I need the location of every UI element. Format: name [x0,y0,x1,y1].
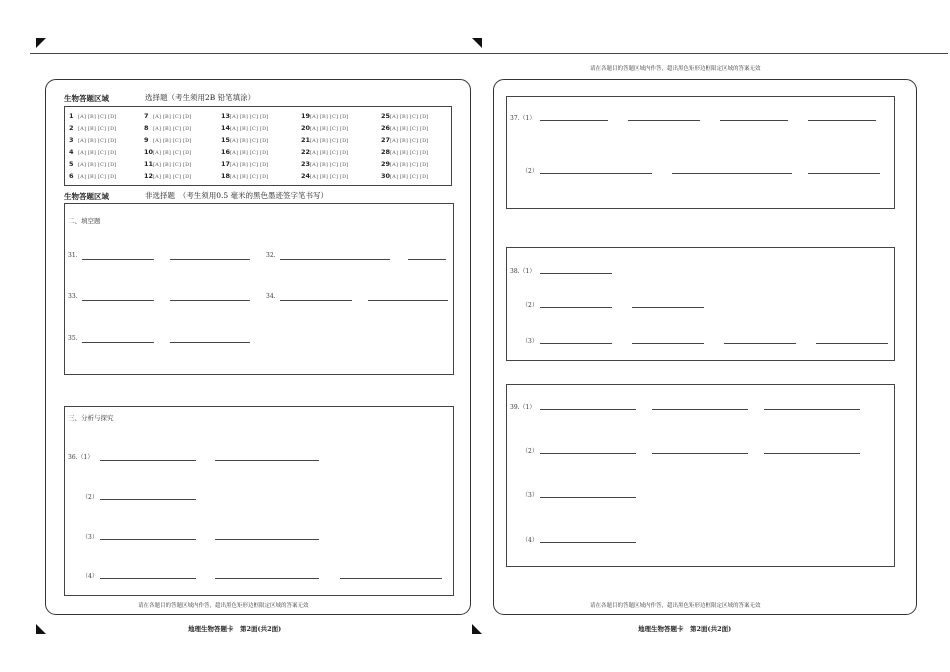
fill-in-title: 二、填空题 [68,217,101,225]
choice-question-14[interactable] [221,124,269,132]
q33-line-1[interactable] [82,300,154,301]
choice-question-2[interactable] [69,124,117,132]
choice-options[interactable]: [A] [B] [C] [D] [230,126,269,132]
q38-2-label: （2） [522,302,538,309]
choice-question-12[interactable] [144,172,192,180]
choice-options[interactable]: [A] [B] [C] [D] [310,126,349,132]
q39-4-line-1[interactable] [540,542,636,543]
choice-question-number: 29 [381,160,391,168]
choice-question-number: 9 [144,136,149,144]
choice-question-11[interactable] [144,160,192,168]
choice-question-17[interactable] [221,160,269,168]
q33-label: 33. [68,293,78,300]
q37-1-line-2[interactable] [628,120,700,121]
choice-answer-grid [64,106,452,186]
q34-line-1[interactable] [280,300,352,301]
bio-area-label-2: 生物答题区域 [64,192,109,201]
choice-options[interactable]: [A] [B] [C] [D] [78,150,117,156]
choice-question-number: 2 [69,124,74,132]
choice-question-22[interactable] [301,148,349,156]
choice-question-number: 17 [221,160,231,168]
right-bottom-note: 请在各题目的答题区域内作答，超出黑色矩形边框限定区域的答案无效 [590,603,761,609]
corner-marker-top-left [36,38,46,48]
choice-options[interactable]: [A] [B] [C] [D] [230,174,269,180]
choice-options[interactable]: [A] [B] [C] [D] [153,114,192,120]
q39-3-label: （3） [522,492,538,499]
q39-3-line-1[interactable] [540,497,636,498]
q39-1-label: 39.（1） [510,404,536,411]
top-rule [30,53,948,54]
q36-3-label: （3） [82,534,98,541]
choice-options[interactable]: [A] [B] [C] [D] [390,126,429,132]
choice-options[interactable]: [A] [B] [C] [D] [78,126,117,132]
q31-label: 31. [68,252,78,259]
q39-1-line-1[interactable] [540,409,636,410]
choice-question-10[interactable] [144,148,192,156]
choice-options[interactable]: [A] [B] [C] [D] [230,138,269,144]
left-bottom-note: 请在各题目的答题区域内作答，超出黑色矩形边框限定区域的答案无效 [138,603,309,609]
choice-question-19[interactable] [301,112,349,120]
q36-1-label: 36.（1） [68,454,94,461]
corner-marker-bottom-middle [472,624,482,634]
left-footer: 地理生物答题卡 第2面(共2面) [188,625,282,633]
choice-question-27[interactable] [381,136,429,144]
choice-question-number: 23 [301,160,311,168]
choice-question-28[interactable] [381,148,429,156]
choice-options[interactable]: [A] [B] [C] [D] [390,174,429,180]
choice-question-number: 27 [381,136,391,144]
choice-question-number: 20 [301,124,311,132]
choice-question-8[interactable] [144,124,192,132]
choice-question-number: 22 [301,148,311,156]
q37-1-line-3[interactable] [720,120,788,121]
q37-1-line-4[interactable] [808,120,876,121]
q37-1-line-1[interactable] [540,120,608,121]
choice-question-number: 30 [381,172,391,180]
choice-question-26[interactable] [381,124,429,132]
choice-options[interactable]: [A] [B] [C] [D] [230,162,269,168]
choice-question-15[interactable] [221,136,269,144]
q38-3-line-2[interactable] [632,343,704,344]
q39-box [506,384,895,567]
q37-2-line-3[interactable] [808,173,880,174]
choice-options[interactable]: [A] [B] [C] [D] [390,114,429,120]
choice-question-number: 19 [301,112,311,120]
choice-question-number: 13 [221,112,231,120]
q34-label: 34. [266,293,276,300]
choice-options[interactable]: [A] [B] [C] [D] [153,126,192,132]
choice-question-29[interactable] [381,160,429,168]
choice-options[interactable]: [A] [B] [C] [D] [78,138,117,144]
choice-question-13[interactable] [221,112,269,120]
nonchoice-title: 非选择题 （考生须用0.5 毫米的黑色墨迹签字笔书写） [145,191,329,200]
q31-line-1[interactable] [82,259,154,260]
choice-question-number: 14 [221,124,231,132]
choice-options[interactable]: [A] [B] [C] [D] [390,138,429,144]
q36-4-line-1[interactable] [100,578,196,579]
q36-3-line-2[interactable] [215,539,319,540]
choice-question-number: 21 [301,136,311,144]
q32-line-1[interactable] [280,259,390,260]
choice-question-number: 26 [381,124,391,132]
right-footer: 地理生物答题卡 第2面(共2面) [638,625,732,633]
q36-2-line-1[interactable] [100,499,196,500]
choice-question-number: 24 [301,172,311,180]
choice-options[interactable]: [A] [B] [C] [D] [230,114,269,120]
q39-1-line-3[interactable] [764,409,860,410]
choice-question-20[interactable] [301,124,349,132]
right-top-note: 请在各题目的答题区域内作答，超出黑色矩形边框限定区域的答案无效 [590,66,761,72]
bio-area-label: 生物答题区域 [64,94,109,103]
q33-line-2[interactable] [170,300,250,301]
choice-question-number: 10 [144,148,154,156]
choice-options[interactable]: [A] [B] [C] [D] [153,138,192,144]
q32-line-2[interactable] [408,259,446,260]
choice-options[interactable]: [A] [B] [C] [D] [390,150,429,156]
q31-line-2[interactable] [170,259,250,260]
q37-2-line-2[interactable] [672,173,792,174]
choice-question-24[interactable] [301,172,349,180]
choice-question-25[interactable] [381,112,429,120]
choice-question-number: 15 [221,136,231,144]
q38-3-line-1[interactable] [540,343,612,344]
q37-2-line-1[interactable] [540,173,652,174]
q39-1-line-2[interactable] [652,409,748,410]
choice-question-number: 5 [69,160,74,168]
choice-options[interactable]: [A] [B] [C] [D] [230,150,269,156]
q38-1-label: 38.（1） [510,268,536,275]
q35-label: 35. [68,335,78,342]
choice-question-number: 16 [221,148,231,156]
choice-question-30[interactable] [381,172,429,180]
choice-options[interactable]: [A] [B] [C] [D] [310,114,349,120]
q39-2-label: （2） [522,448,538,455]
q38-3-line-4[interactable] [816,343,888,344]
choice-question-5[interactable] [69,160,117,168]
choice-options[interactable]: [A] [B] [C] [D] [78,114,117,120]
choice-question-number: 12 [144,172,154,180]
choice-options[interactable]: [A] [B] [C] [D] [310,162,349,168]
q37-1-label: 37.（1） [510,115,536,122]
choice-question-number: 3 [69,136,74,144]
choice-options[interactable]: [A] [B] [C] [D] [78,174,117,180]
q38-2-line-2[interactable] [632,307,704,308]
choice-question-6[interactable] [69,172,117,180]
q36-1-line-1[interactable] [100,460,196,461]
corner-marker-bottom-left [36,624,46,634]
analysis-box [64,406,454,596]
q36-1-line-2[interactable] [215,460,319,461]
q38-1-line-1[interactable] [540,273,612,274]
q35-line-1[interactable] [82,342,154,343]
q39-4-label: （4） [522,537,538,544]
choice-options[interactable]: [A] [B] [C] [D] [153,150,192,156]
corner-marker-top-middle [472,38,482,48]
choice-question-number: 25 [381,112,391,120]
q35-line-2[interactable] [170,342,250,343]
q36-4-line-3[interactable] [340,578,442,579]
choice-question-number: 7 [144,112,149,120]
q38-3-label: （3） [522,338,538,345]
choice-question-number: 18 [221,172,231,180]
choice-question-1[interactable] [69,112,117,120]
q39-2-line-3[interactable] [764,453,860,454]
choice-question-3[interactable] [69,136,117,144]
q36-3-line-1[interactable] [100,539,196,540]
choice-question-number: 11 [144,160,154,168]
choice-options[interactable]: [A] [B] [C] [D] [310,138,349,144]
q36-4-label: （4） [82,573,98,580]
choice-question-23[interactable] [301,160,349,168]
choice-question-21[interactable] [301,136,349,144]
choice-question-number: 4 [69,148,74,156]
q37-2-label: （2） [522,168,538,175]
choice-options[interactable]: [A] [B] [C] [D] [153,162,192,168]
q34-line-2[interactable] [368,300,448,301]
choice-question-9[interactable] [144,136,192,144]
choice-options[interactable]: [A] [B] [C] [D] [78,162,117,168]
q32-label: 32. [266,252,276,259]
choice-title: 选择题（考生须用2B 铅笔填涂） [145,93,256,102]
q38-2-line-1[interactable] [540,307,612,308]
q39-2-line-2[interactable] [652,453,748,454]
choice-options[interactable]: [A] [B] [C] [D] [390,162,429,168]
choice-options[interactable]: [A] [B] [C] [D] [310,150,349,156]
q38-3-line-3[interactable] [724,343,796,344]
choice-options[interactable]: [A] [B] [C] [D] [310,174,349,180]
choice-question-7[interactable] [144,112,192,120]
q36-2-label: （2） [82,494,98,501]
q39-2-line-1[interactable] [540,453,636,454]
q36-4-line-2[interactable] [215,578,319,579]
choice-options[interactable]: [A] [B] [C] [D] [153,174,192,180]
fill-in-box [64,203,454,375]
choice-question-16[interactable] [221,148,269,156]
q37-box [506,96,895,209]
choice-question-number: 1 [69,112,74,120]
choice-question-number: 28 [381,148,391,156]
choice-question-number: 8 [144,124,149,132]
choice-question-4[interactable] [69,148,117,156]
choice-question-18[interactable] [221,172,269,180]
analysis-title: 三、分析与探究 [68,414,114,422]
choice-question-number: 6 [69,172,74,180]
